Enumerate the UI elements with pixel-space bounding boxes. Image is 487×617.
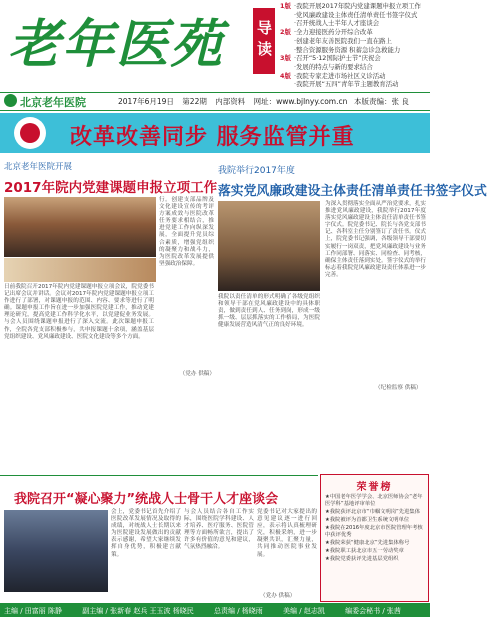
toc-item[interactable]: 1版 ·我院开展2017年院内党建课题申报立项工作 xyxy=(280,2,421,10)
toc-item[interactable]: ·我院开展“五四”青年节主题教育活动 xyxy=(294,80,399,89)
masthead xyxy=(0,0,430,92)
credit-secretary: 编委会秘书 / 张茜 xyxy=(345,607,401,615)
signing-photo xyxy=(218,201,320,291)
credit-deputy-editors: 副主编 / 张新春 赵兵 王玉波 杨晓民 xyxy=(82,607,194,615)
credit-art-editor: 美编 / 赵志凯 xyxy=(283,607,325,615)
hospital-logo-icon xyxy=(4,94,17,107)
meeting-photo xyxy=(4,197,156,257)
guide-label: 导读 xyxy=(253,8,275,74)
party-emblem-icon xyxy=(14,117,46,149)
credit-managing-editor: 总责编 / 杨晓雨 xyxy=(214,607,263,615)
left-article-title[interactable]: 2017年院内党建课题申报立项工作 xyxy=(4,180,218,196)
forum-photo xyxy=(4,510,108,592)
banner-title: 改革改善同步 服务监管并重 xyxy=(70,125,355,150)
website-link[interactable]: 网址：www.bjlnyy.com.cn xyxy=(253,97,348,106)
toc-item[interactable]: ·党风廉政建设主体责任清单责任书签字仪式 xyxy=(294,10,418,19)
info-bar xyxy=(0,92,430,111)
right-article-kicker: 我院举行2017年度 xyxy=(218,166,295,176)
table-of-contents xyxy=(280,2,428,89)
bottom-article-body-col2: 与会人员结合各自工作实际，围绕医院学科建设、人才培养、医疗服务、医院管理等方面畅所欲言，提出了许多有价值的意见和建议，气氛热烈融洽。 xyxy=(184,509,254,551)
left-article-body-col2: 行。创建支部品牌及文化建设宣传的考评方案成效与医院改革任务要求相结合，推进党建工作向纵深发展，全面提升党员综合素质，增强党组织的凝聚力和战斗力，为医院改革发展提供坚强政治保障。 xyxy=(159,197,214,267)
toc-item[interactable]: ·召开统战人士半年人才座谈会 xyxy=(294,19,380,28)
issue-number: 第22期 xyxy=(182,97,207,106)
section-divider xyxy=(0,475,318,476)
honor-item: ★我院职工获北京市五一劳动奖章 xyxy=(325,548,404,554)
bottom-article-title[interactable]: 我院召开“凝心聚力”统战人士骨干人才座谈会 xyxy=(14,492,279,507)
issue-date: 2017年6月19日 xyxy=(118,97,174,106)
honor-item: ★我院被评为首都卫生系统文明单位 xyxy=(325,517,410,523)
honor-item: ★我院荣获“健康北京”先进集体称号 xyxy=(325,540,410,546)
toc-item[interactable]: ·发展的特点与新的要求结合 xyxy=(294,62,373,71)
right-article-body: 为深入贯彻落实全面从严治党要求，扎实推进党风廉政建设，我院举行2017年度落实党风廉政建设主体责任清单责任书签字仪式。院党委书记、院长与各党支部书记、各科室主任分别签订了责任书。仪式上，院党委书记强调，各级领导干部要切实履行一岗双责，把党风廉政建设与业务工作同部署、同落实、同检查、同考核，确保主体责任落到实处。签字仪式的举行标志着我院党风廉政建设责任体系进一步完善。 xyxy=(325,201,426,278)
issue-meta xyxy=(118,96,353,107)
bottom-article-body-col1: 会上，党委书记首先介绍了医院改革发展情况及取得的成绩，对统战人士长期以来为医院建设发展做出的贡献表示感谢，希望大家继续发挥自身优势，积极建言献策。 xyxy=(111,509,181,558)
circulation-label: 内部资料 xyxy=(215,97,246,106)
toc-item[interactable]: 2版 ·全力迎接医药分开综合改革 xyxy=(280,28,373,37)
right-article-body-col2: 我院以责任清单的形式明确了各级党组织和领导干部在党风廉政建设中的具体职责，做到责任到人、任务到岗，形成一级抓一级、层层抓落实的工作格局，为医院健康发展营造风清气正的良好环境。 xyxy=(218,294,320,329)
newspaper-logo: 老年医苑 xyxy=(8,14,225,75)
toc-item[interactable]: 4版 ·我院专家走进市场社区义诊活动 xyxy=(280,71,386,80)
page-editor: 本版责编：张 良 xyxy=(354,97,409,106)
honor-roll-list xyxy=(325,494,424,564)
left-article-source: （党办 供稿） xyxy=(179,371,215,377)
toc-item[interactable]: ·整合资源服务资源 积蓄急诊急救能力 xyxy=(294,45,401,54)
honor-item: ★我院在2016年度北京市医院管理年考核中获评优秀 xyxy=(325,525,423,538)
right-article-title[interactable]: 落实党风廉政建设主体责任清单责任书签字仪式 xyxy=(218,184,487,199)
credit-chief-editor: 主编 / 田富丽 陈静 xyxy=(4,607,63,615)
hospital-name: 北京老年医院 xyxy=(20,96,86,109)
honor-roll-title: 荣誉榜 xyxy=(356,482,393,493)
banner xyxy=(0,113,430,153)
meeting-photo-lower xyxy=(4,258,156,282)
bottom-article-source: （党办 供稿） xyxy=(260,593,296,599)
left-article-body: 日前我院召开2017年院内党建课题申报立项会议，院党委书记出席会议并讲话。会议对2017年院内党建课题申报立项工作进行了部署，对课题申报的范围、内容、要求等进行了明确。课题申报工作旨在进一步加强医院党建工作，推动党建理论研究，提高党建工作科学化水平，以党建促业务发展。与会人员围绕课题申报进行了深入交流。此次课题申报工作，全院各党支部积极参与，共申报课题十余项，涵盖基层党组织建设、党风廉政建设、医院文化建设等多个方面。 xyxy=(4,284,154,340)
toc-item[interactable]: ·创建老年友善医院我们一直在路上 xyxy=(294,36,392,45)
honor-roll-box xyxy=(320,474,429,602)
honor-item: ★我院党委获评先进基层党组织 xyxy=(325,556,399,562)
left-article-kicker: 北京老年医院开展 xyxy=(4,162,73,172)
bottom-article-body-col3: 党委书记对大家提出的意见建议逐一进行回应，表示将认真梳理研究，积极采纳，进一步凝聚共识，汇聚力量，共同推动医院事业发展。 xyxy=(257,509,317,558)
footer-credits xyxy=(0,603,430,617)
right-article-source: （纪检监察 供稿） xyxy=(375,385,422,391)
honor-item: ★我院获评北京市“巾帼文明岗”先进集体 xyxy=(325,509,420,515)
toc-item[interactable]: 3版 ·召开“5·12国际护士节”庆祝会 xyxy=(280,54,381,63)
honor-item: ★中国老年医学学会、北京医师协会“老年医学科”基地评审单位 xyxy=(325,494,423,507)
